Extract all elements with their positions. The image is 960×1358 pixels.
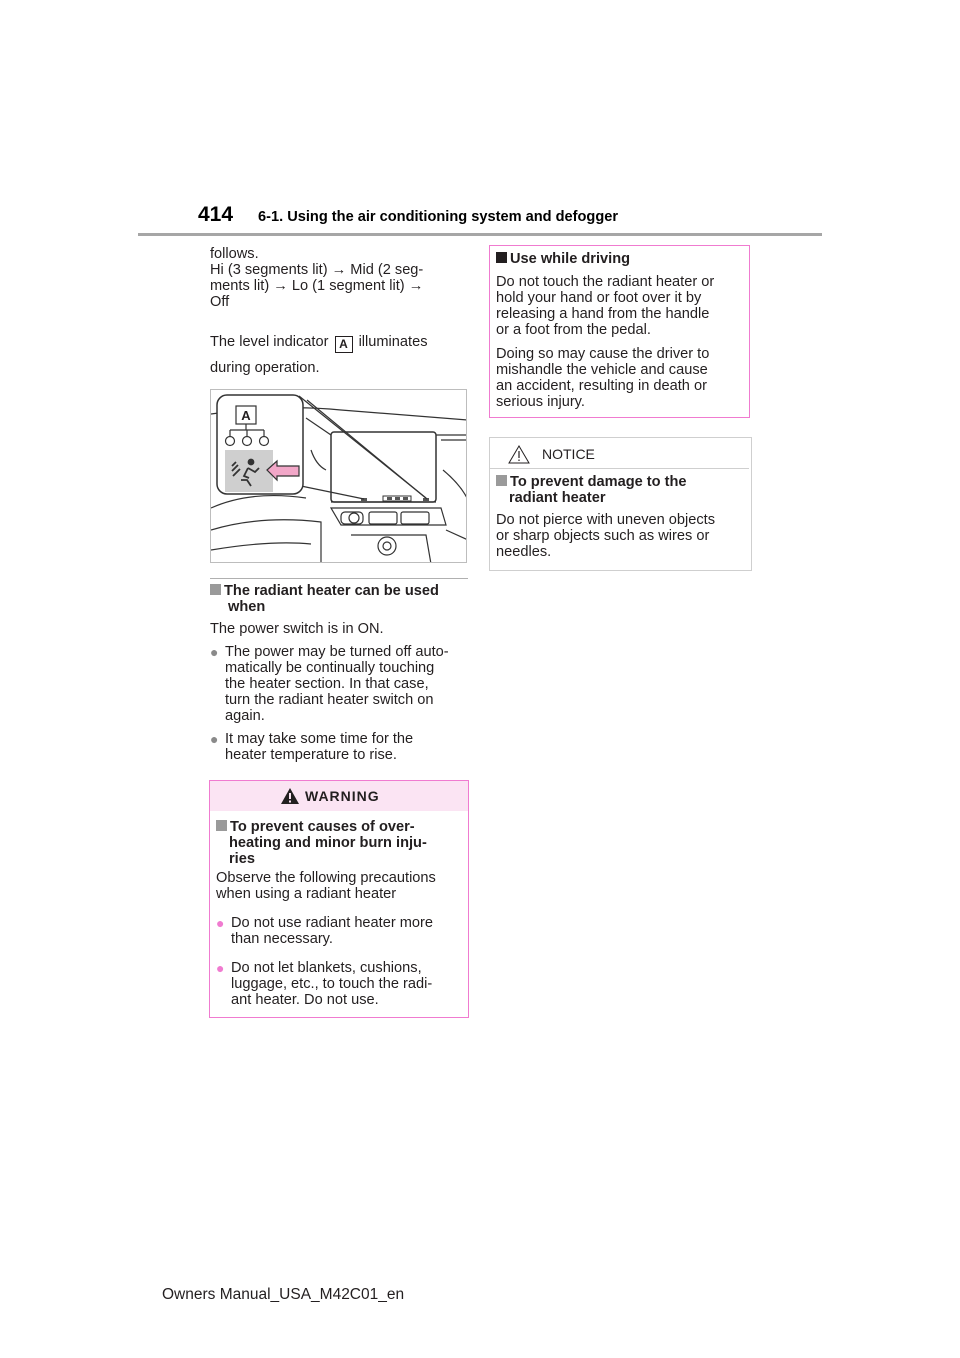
bullet-line: ant heater. Do not use.	[231, 992, 379, 1008]
driving-text-1	[496, 274, 746, 338]
bullet-line: Do not use radiant heater more	[231, 915, 433, 931]
bullet-line: again.	[225, 708, 265, 724]
warning-bullet	[216, 960, 466, 1008]
notice-header	[490, 438, 749, 469]
notice-text	[496, 512, 746, 560]
notice-title: NOTICE	[542, 446, 595, 462]
notice-text-line: needles.	[496, 544, 552, 560]
warning-heading	[216, 819, 464, 867]
warning-heading-line: ries	[229, 851, 255, 867]
notice-heading	[496, 474, 744, 506]
driving-text-line: serious injury.	[496, 394, 585, 410]
level-indicator-text-2: during operation.	[210, 360, 320, 376]
warning-title: WARNING	[305, 788, 380, 804]
bullet-line: turn the radiant heater switch on	[225, 692, 434, 708]
driving-text-line: or a foot from the pedal.	[496, 322, 651, 338]
bullet-item	[210, 731, 468, 763]
bullet-line: than necessary.	[231, 931, 333, 947]
intro-line: ments lit) → Lo (1 segment lit) →	[210, 278, 424, 294]
square-bullet-icon	[210, 584, 221, 595]
driving-text-line: hold your hand or foot over it by	[496, 290, 702, 306]
bullet-line: The power may be turned off auto-	[225, 644, 449, 660]
driving-text-line: mishandle the vehicle and cause	[496, 362, 708, 378]
driving-text-line: Doing so may cause the driver to	[496, 346, 710, 362]
driving-text-line: Do not touch the radiant heater or	[496, 274, 715, 290]
bullet-line: the heater section. In that case,	[225, 676, 429, 692]
bullet-line: heater temperature to rise.	[225, 747, 397, 763]
warning-text	[216, 870, 466, 902]
bullet-dot-icon: ●	[210, 644, 219, 660]
notice-heading-line: To prevent damage to the	[510, 474, 687, 490]
driving-text-2	[496, 346, 746, 410]
warning-text-line: when using a radiant heater	[216, 886, 397, 902]
driving-heading-text: Use while driving	[510, 251, 631, 267]
square-bullet-icon	[216, 820, 227, 831]
footer-text: Owners Manual_USA_M42C01_en	[162, 1286, 405, 1303]
square-bullet-icon	[496, 252, 507, 263]
warning-heading-line: To prevent causes of over-	[230, 819, 415, 835]
bullet-dot-icon: ●	[216, 915, 225, 931]
notice-text-line: Do not pierce with uneven objects	[496, 512, 716, 528]
notice-heading-line: radiant heater	[509, 490, 606, 506]
intro-paragraph	[210, 246, 468, 310]
warning-bullet	[216, 915, 466, 947]
figure-label-a: A	[241, 408, 251, 423]
notice-text-line: or sharp objects such as wires or	[496, 528, 710, 544]
level-key-a: A	[335, 336, 353, 353]
page-number: 414	[198, 203, 234, 226]
warning-heading-line: heating and minor burn inju-	[229, 835, 427, 851]
bullet-dot-icon: ●	[210, 731, 219, 747]
notice-box	[489, 437, 752, 571]
warning-triangle-icon	[280, 787, 300, 805]
warning-box	[209, 780, 469, 1018]
section-title: 6-1. Using the air conditioning system and defogger	[258, 209, 619, 225]
warning-text-line: Observe the following precautions	[216, 870, 436, 886]
square-bullet-icon	[496, 475, 507, 486]
driving-text-line: an accident, resulting in death or	[496, 378, 707, 394]
subsection-text: The power switch is in ON.	[210, 621, 384, 637]
driving-warning-box	[489, 245, 750, 418]
level-text-before: The level indicator	[210, 334, 329, 350]
level-text-after: illuminates	[358, 334, 428, 350]
warning-header	[210, 781, 468, 811]
level-indicator-text	[210, 334, 428, 353]
intro-line: follows.	[210, 246, 259, 262]
bullet-dot-icon: ●	[216, 960, 225, 976]
driving-text-line: releasing a hand from the handle	[496, 306, 710, 322]
bullet-line: Do not let blankets, cushions,	[231, 960, 422, 976]
subsection-heading-line: The radiant heater can be used	[224, 583, 439, 599]
subsection-rule	[210, 578, 468, 579]
bullet-line: matically be continually touching	[225, 660, 435, 676]
subsection-heading	[210, 583, 468, 615]
bullet-item	[210, 644, 468, 724]
header-rule	[138, 233, 822, 236]
intro-line: Hi (3 segments lit) → Mid (2 seg-	[210, 262, 424, 278]
subsection-heading-line: when	[228, 599, 266, 615]
driving-heading	[496, 251, 744, 267]
bullet-line: luggage, etc., to touch the radi-	[231, 976, 433, 992]
intro-line: Off	[210, 294, 230, 310]
bullet-line: It may take some time for the	[225, 731, 414, 747]
notice-triangle-icon	[508, 445, 530, 464]
dashboard-illustration	[210, 389, 467, 563]
